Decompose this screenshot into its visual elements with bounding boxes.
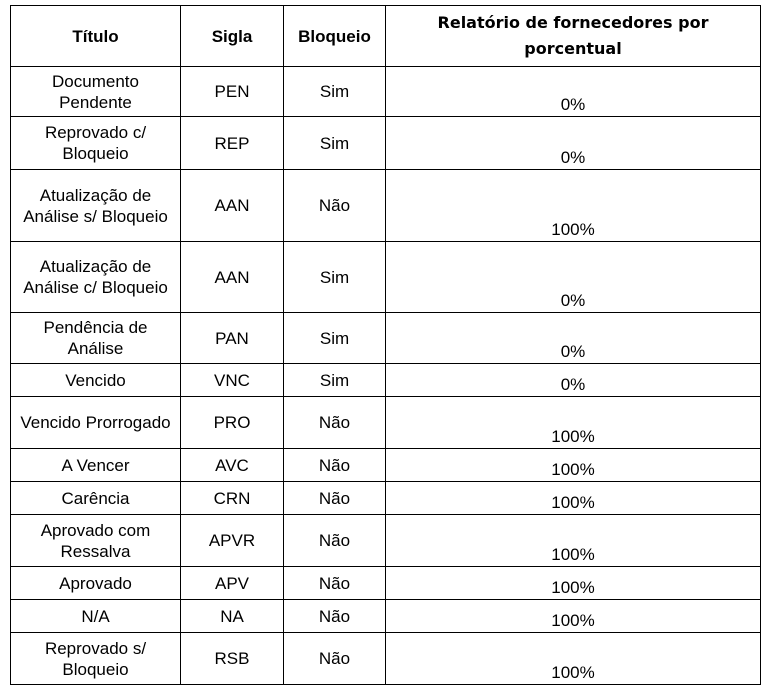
cell-sigla: CRN	[181, 482, 284, 515]
header-titulo: Título	[11, 6, 181, 67]
cell-titulo: A Vencer	[11, 449, 181, 482]
status-table	[10, 5, 761, 685]
cell-titulo: Aprovado com Ressalva	[11, 515, 181, 567]
cell-percentual: 100%	[386, 567, 761, 600]
cell-percentual: 100%	[386, 170, 761, 242]
cell-bloqueio: Não	[284, 397, 386, 449]
cell-percentual: 100%	[386, 482, 761, 515]
cell-sigla: APVR	[181, 515, 284, 567]
header-relatorio: Relatório de fornecedores por porcentual	[386, 6, 761, 67]
table-row	[11, 364, 761, 397]
cell-sigla: RSB	[181, 633, 284, 685]
cell-bloqueio: Sim	[284, 117, 386, 170]
cell-titulo: Atualização de Análise c/ Bloqueio	[11, 242, 181, 313]
table-row	[11, 117, 761, 170]
table-row	[11, 170, 761, 242]
header-sigla: Sigla	[181, 6, 284, 67]
cell-percentual: 0%	[386, 242, 761, 313]
cell-bloqueio: Não	[284, 170, 386, 242]
cell-sigla: AVC	[181, 449, 284, 482]
table-row	[11, 633, 761, 685]
cell-bloqueio: Não	[284, 567, 386, 600]
cell-bloqueio: Não	[284, 633, 386, 685]
table-row	[11, 600, 761, 633]
cell-sigla: PEN	[181, 67, 284, 117]
cell-titulo: Vencido	[11, 364, 181, 397]
cell-bloqueio: Não	[284, 515, 386, 567]
table-row	[11, 397, 761, 449]
cell-sigla: AAN	[181, 242, 284, 313]
cell-bloqueio: Sim	[284, 242, 386, 313]
cell-percentual: 100%	[386, 600, 761, 633]
cell-sigla: VNC	[181, 364, 284, 397]
cell-percentual: 100%	[386, 633, 761, 685]
cell-titulo: Vencido Prorrogado	[11, 397, 181, 449]
cell-sigla: PRO	[181, 397, 284, 449]
table-row	[11, 567, 761, 600]
header-row	[11, 6, 761, 67]
cell-sigla: NA	[181, 600, 284, 633]
cell-percentual: 0%	[386, 313, 761, 364]
cell-titulo: Reprovado c/ Bloqueio	[11, 117, 181, 170]
cell-percentual: 100%	[386, 397, 761, 449]
cell-percentual: 0%	[386, 67, 761, 117]
cell-percentual: 100%	[386, 515, 761, 567]
cell-titulo: N/A	[11, 600, 181, 633]
cell-bloqueio: Sim	[284, 364, 386, 397]
table-row	[11, 515, 761, 567]
cell-titulo: Reprovado s/ Bloqueio	[11, 633, 181, 685]
header-bloqueio: Bloqueio	[284, 6, 386, 67]
cell-titulo: Pendência de Análise	[11, 313, 181, 364]
cell-sigla: AAN	[181, 170, 284, 242]
cell-titulo: Carência	[11, 482, 181, 515]
table-row	[11, 449, 761, 482]
cell-titulo: Atualização de Análise s/ Bloqueio	[11, 170, 181, 242]
cell-sigla: PAN	[181, 313, 284, 364]
table-row	[11, 67, 761, 117]
cell-bloqueio: Não	[284, 482, 386, 515]
cell-sigla: REP	[181, 117, 284, 170]
cell-titulo: Documento Pendente	[11, 67, 181, 117]
cell-titulo: Aprovado	[11, 567, 181, 600]
table-row	[11, 482, 761, 515]
table-row	[11, 242, 761, 313]
cell-sigla: APV	[181, 567, 284, 600]
table-row	[11, 313, 761, 364]
cell-percentual: 0%	[386, 364, 761, 397]
cell-percentual: 100%	[386, 449, 761, 482]
cell-percentual: 0%	[386, 117, 761, 170]
cell-bloqueio: Sim	[284, 313, 386, 364]
cell-bloqueio: Sim	[284, 67, 386, 117]
cell-bloqueio: Não	[284, 600, 386, 633]
cell-bloqueio: Não	[284, 449, 386, 482]
